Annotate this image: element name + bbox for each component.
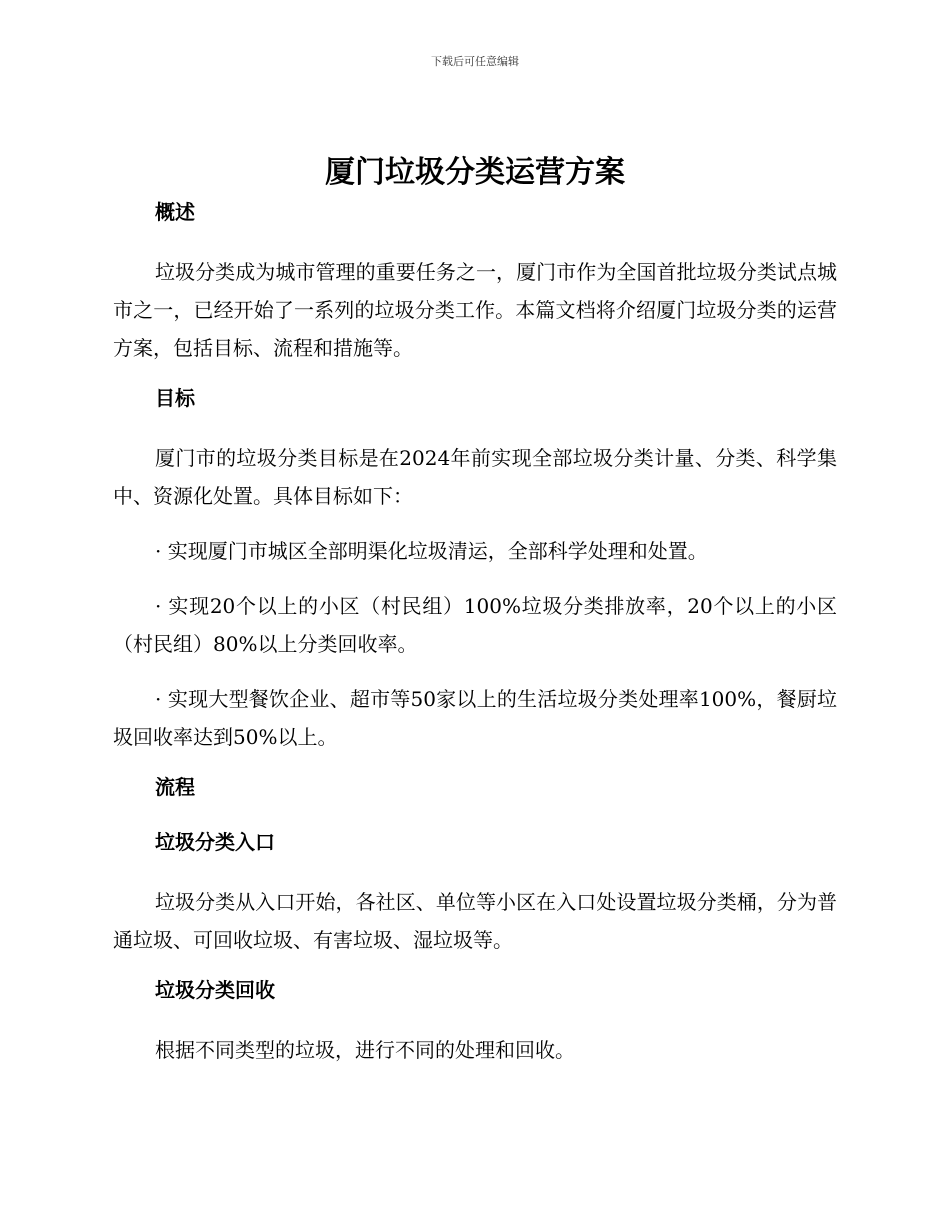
page-header-note: 下载后可任意编辑 [431, 55, 519, 68]
document-title: 厦门垃圾分类运营方案 [325, 155, 625, 190]
goal-bullet: · 实现20个以上的小区（村民组）100%垃圾分类排放率，20个以上的小区（村民组）80%以上分类回收率。 [113, 594, 837, 656]
section-heading-goal: 目标 [155, 386, 195, 410]
subsection-heading-recycling: 垃圾分类回收 [155, 978, 275, 1002]
section-heading-process: 流程 [155, 775, 195, 799]
document-body [113, 150, 837, 1086]
goal-paragraph: 厦门市的垃圾分类目标是在2024年前实现全部垃圾分类计量、分类、科学集中、资源化处置。具体目标如下： [113, 446, 837, 508]
goal-bullet: · 实现大型餐饮企业、超市等50家以上的生活垃圾分类处理率100%，餐厨垃圾回收率达到50%以上。 [113, 687, 837, 749]
subsection-heading-entrance: 垃圾分类入口 [155, 830, 275, 854]
recycling-paragraph: 根据不同类型的垃圾，进行不同的处理和回收。 [155, 1038, 575, 1062]
overview-paragraph: 垃圾分类成为城市管理的重要任务之一，厦门市作为全国首批垃圾分类试点城市之一，已经开始了一系列的垃圾分类工作。本篇文档将介绍厦门垃圾分类的运营方案，包括目标、流程和措施等。 [113, 260, 837, 360]
goal-bullet: · 实现厦门市城区全部明渠化垃圾清运，全部科学处理和处置。 [155, 539, 708, 563]
section-heading-overview: 概述 [155, 200, 195, 224]
entrance-paragraph: 垃圾分类从入口开始，各社区、单位等小区在入口处设置垃圾分类桶，分为普通垃圾、可回收垃圾、有害垃圾、湿垃圾等。 [113, 890, 837, 952]
